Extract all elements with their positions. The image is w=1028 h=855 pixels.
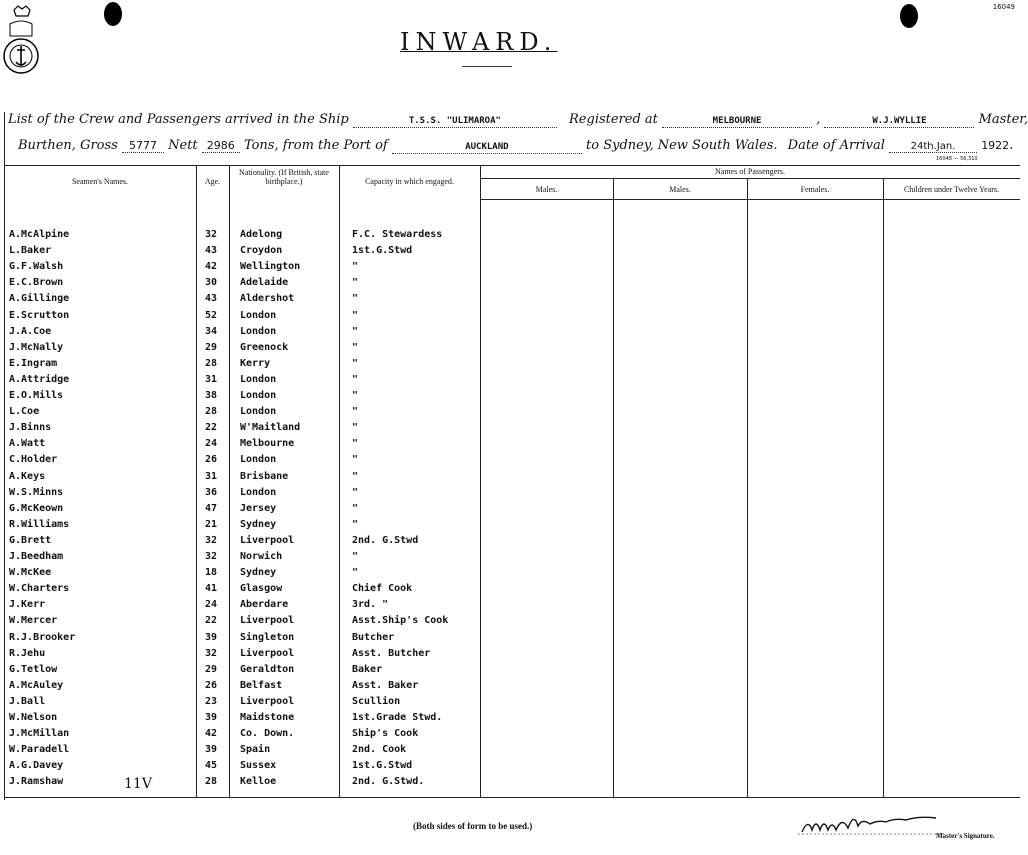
col-header-names: Seamen's Names.: [71, 177, 129, 186]
seaman-capacity: 3rd. ": [352, 599, 389, 610]
signature-label: Master's Signature.: [936, 832, 995, 840]
seaman-age: 39: [205, 744, 218, 755]
seaman-nationality: Liverpool: [240, 615, 295, 626]
seaman-nationality: Wellington: [240, 261, 301, 272]
seaman-age: 18: [205, 567, 218, 578]
seaman-name: A.McAuley: [9, 680, 64, 691]
seaman-capacity: 1st.G.Stwd: [352, 760, 413, 771]
seaman-capacity: ": [352, 342, 359, 353]
punch-hole: [900, 4, 918, 28]
seaman-nationality: W'Maitland: [240, 422, 301, 433]
seaman-name: C.Holder: [9, 454, 58, 465]
seaman-capacity: Asst. Baker: [352, 680, 419, 691]
seaman-capacity: ": [352, 567, 359, 578]
seaman-nationality: Greenock: [240, 342, 289, 353]
passenger-sub-rule: [480, 178, 1020, 179]
seaman-age: 22: [205, 422, 218, 433]
seaman-nationality: Sydney: [240, 567, 277, 578]
seaman-nationality: Adelong: [240, 229, 283, 240]
to-label: to Sydney, New South Wales.: [586, 138, 778, 153]
seaman-name: E.Scrutton: [9, 310, 70, 321]
seaman-name: L.Coe: [9, 406, 40, 417]
col-header-children: Children under Twelve Years.: [903, 185, 1000, 194]
seaman-capacity: ": [352, 310, 359, 321]
seaman-name: J.Ramshaw: [9, 776, 64, 787]
seaman-nationality: Jersey: [240, 503, 277, 514]
seaman-nationality: Singleton: [240, 632, 295, 643]
seaman-age: 47: [205, 503, 218, 514]
form-note: (Both sides of form to be used.): [413, 821, 533, 831]
seaman-name: G.McKeown: [9, 503, 64, 514]
header-comma: ,: [816, 112, 821, 127]
seaman-capacity: 2nd. Cook: [352, 744, 407, 755]
col-rule: [747, 178, 748, 797]
seaman-nationality: Melbourne: [240, 438, 295, 449]
seaman-age: 41: [205, 583, 218, 594]
seaman-name: J.Binns: [9, 422, 52, 433]
seaman-name: A.Keys: [9, 471, 46, 482]
list-label: List of the Crew and Passengers arrived in the Ship: [8, 112, 349, 127]
customs-seal-icon: [2, 4, 40, 96]
page-title: INWARD.: [400, 28, 558, 56]
seaman-age: 24: [205, 599, 218, 610]
seaman-capacity: Asst. Butcher: [352, 648, 431, 659]
seaman-age: 29: [205, 664, 218, 675]
seaman-name: J.McMillan: [9, 728, 70, 739]
seaman-nationality: Geraldton: [240, 664, 295, 675]
seaman-capacity: Asst.Ship's Cook: [352, 615, 449, 626]
seaman-name: A.Watt: [9, 438, 46, 449]
col-header-age: Age.: [204, 177, 221, 186]
seaman-capacity: ": [352, 422, 359, 433]
table-top-rule: [4, 165, 1020, 166]
nett-label: Nett: [168, 138, 198, 153]
seaman-name: A.Gillinge: [9, 293, 70, 304]
seaman-nationality: Brisbane: [240, 471, 289, 482]
seaman-capacity: 1st.G.Stwd: [352, 245, 413, 256]
ship-name: T.S.S. "ULIMAROA": [408, 116, 501, 126]
seaman-age: 28: [205, 406, 218, 417]
col-header-males: Males.: [669, 185, 691, 194]
seaman-nationality: Aberdare: [240, 599, 289, 610]
seaman-capacity: ": [352, 358, 359, 369]
seaman-age: 43: [205, 245, 218, 256]
seaman-name: E.O.Mills: [9, 390, 64, 401]
seaman-nationality: Sussex: [240, 760, 277, 771]
master-name: W.J.WYLLIE: [872, 116, 927, 126]
seaman-age: 42: [205, 261, 218, 272]
seaman-nationality: London: [240, 406, 277, 417]
seaman-name: E.C.Brown: [9, 277, 64, 288]
seaman-capacity: ": [352, 471, 359, 482]
col-rule: [883, 178, 884, 797]
seaman-nationality: London: [240, 326, 277, 337]
seaman-name: A.Attridge: [9, 374, 70, 385]
seaman-age: 28: [205, 358, 218, 369]
seaman-age: 24: [205, 438, 218, 449]
margin-annotation: 11V: [124, 776, 152, 792]
seaman-name: G.Tetlow: [9, 664, 58, 675]
seaman-age: 52: [205, 310, 218, 321]
seaman-nationality: Liverpool: [240, 535, 295, 546]
seaman-age: 29: [205, 342, 218, 353]
seaman-capacity: ": [352, 519, 359, 530]
seaman-nationality: Croydon: [240, 245, 283, 256]
seaman-capacity: ": [352, 438, 359, 449]
seaman-name: R.Jehu: [9, 648, 46, 659]
seaman-nationality: Co. Down.: [240, 728, 295, 739]
seaman-name: W.S.Minns: [9, 487, 64, 498]
seaman-age: 39: [205, 632, 218, 643]
arrival-date: 24th.Jan.: [889, 141, 977, 153]
seaman-nationality: Liverpool: [240, 696, 295, 707]
registered-port: MELBOURNE: [712, 116, 762, 126]
seaman-age: 38: [205, 390, 218, 401]
seaman-capacity: 1st.Grade Stwd.: [352, 712, 443, 723]
seaman-capacity: 2nd. G.Stwd.: [352, 776, 425, 787]
seaman-capacity: Ship's Cook: [352, 728, 419, 739]
seaman-age: 30: [205, 277, 218, 288]
seaman-capacity: ": [352, 551, 359, 562]
seaman-name: J.McNally: [9, 342, 64, 353]
seaman-age: 45: [205, 760, 218, 771]
title-underline: [462, 66, 512, 67]
registered-label: Registered at: [569, 112, 658, 127]
seaman-capacity: F.C. Stewardess: [352, 229, 443, 240]
seaman-name: J.A.Coe: [9, 326, 52, 337]
gross-tonnage: 5777: [122, 139, 164, 153]
tons-label: Tons, from the Port of: [243, 138, 388, 153]
col-header-males: Males.: [535, 185, 558, 194]
master-label: Master,: [978, 112, 1028, 127]
seaman-nationality: Kerry: [240, 358, 271, 369]
arrival-label: Date of Arrival: [787, 138, 885, 153]
seaman-nationality: Aldershot: [240, 293, 295, 304]
seaman-capacity: ": [352, 406, 359, 417]
col-header-nationality: Nationality. (If British, state birthplace.): [239, 168, 329, 186]
seaman-name: W.McKee: [9, 567, 52, 578]
seaman-age: 31: [205, 471, 218, 482]
seaman-capacity: Scullion: [352, 696, 401, 707]
seaman-age: 23: [205, 696, 218, 707]
seaman-nationality: Spain: [240, 744, 271, 755]
seaman-name: W.Mercer: [9, 615, 58, 626]
seaman-nationality: London: [240, 454, 277, 465]
seaman-capacity: ": [352, 261, 359, 272]
seaman-age: 26: [205, 680, 218, 691]
table-bottom-rule: [4, 797, 1020, 798]
seaman-nationality: London: [240, 374, 277, 385]
seaman-capacity: ": [352, 503, 359, 514]
seaman-capacity: ": [352, 487, 359, 498]
seaman-age: 32: [205, 229, 218, 240]
seaman-age: 32: [205, 648, 218, 659]
seaman-name: W.Nelson: [9, 712, 58, 723]
seaman-age: 31: [205, 374, 218, 385]
seaman-name: L.Baker: [9, 245, 52, 256]
seaman-age: 28: [205, 776, 218, 787]
seaman-age: 21: [205, 519, 218, 530]
document-number: 16049: [992, 3, 1015, 11]
seaman-nationality: Sydney: [240, 519, 277, 530]
seaman-nationality: London: [240, 390, 277, 401]
seaman-capacity: 2nd. G.Stwd: [352, 535, 419, 546]
col-header-capacity: Capacity in which engaged.: [365, 177, 454, 186]
seaman-name: R.Williams: [9, 519, 70, 530]
seaman-name: W.Charters: [9, 583, 70, 594]
seaman-age: 43: [205, 293, 218, 304]
seaman-age: 42: [205, 728, 218, 739]
seaman-capacity: ": [352, 390, 359, 401]
seaman-name: E.Ingram: [9, 358, 58, 369]
burthen-label: Burthen, Gross: [18, 138, 118, 153]
seaman-age: 32: [205, 535, 218, 546]
seaman-age: 36: [205, 487, 218, 498]
seaman-nationality: Norwich: [240, 551, 283, 562]
seaman-name: W.Paradell: [9, 744, 70, 755]
header-line-1: [8, 112, 1028, 128]
seaman-name: G.F.Walsh: [9, 261, 64, 272]
arrival-year: 1922: [981, 139, 1010, 152]
seaman-capacity: Baker: [352, 664, 383, 675]
seaman-nationality: London: [240, 487, 277, 498]
seaman-nationality: Glasgow: [240, 583, 283, 594]
binding-edge: [4, 112, 5, 800]
passenger-header-rule: [480, 199, 1020, 200]
col-rule: [480, 165, 481, 797]
seaman-capacity: ": [352, 326, 359, 337]
col-rule: [339, 165, 340, 797]
seaman-capacity: Chief Cook: [352, 583, 413, 594]
col-rule: [196, 165, 197, 797]
punch-hole: [104, 2, 122, 26]
seaman-nationality: Adelaide: [240, 277, 289, 288]
col-rule: [613, 178, 614, 797]
seaman-name: A.G.Davey: [9, 760, 64, 771]
form-code: 16048 — 56,310: [936, 156, 978, 162]
seaman-capacity: ": [352, 374, 359, 385]
seaman-name: J.Ball: [9, 696, 46, 707]
seaman-capacity: ": [352, 293, 359, 304]
seaman-capacity: Butcher: [352, 632, 395, 643]
seaman-age: 34: [205, 326, 218, 337]
seaman-nationality: London: [240, 310, 277, 321]
master-signature-icon: [796, 808, 946, 838]
seaman-nationality: Belfast: [240, 680, 283, 691]
seaman-age: 26: [205, 454, 218, 465]
seaman-capacity: ": [352, 454, 359, 465]
col-rule: [229, 165, 230, 797]
seaman-name: A.McAlpine: [9, 229, 70, 240]
nett-tonnage: 2986: [202, 139, 240, 153]
seaman-name: J.Beedham: [9, 551, 64, 562]
header-line-2: [18, 138, 1013, 154]
seaman-nationality: Liverpool: [240, 648, 295, 659]
col-header-passengers: Names of Passengers.: [715, 167, 785, 176]
seaman-age: 39: [205, 712, 218, 723]
seaman-nationality: Maidstone: [240, 712, 295, 723]
seaman-age: 22: [205, 615, 218, 626]
seaman-age: 32: [205, 551, 218, 562]
seaman-name: R.J.Brooker: [9, 632, 76, 643]
col-header-females: Females.: [800, 185, 830, 194]
seaman-capacity: ": [352, 277, 359, 288]
seaman-name: G.Brett: [9, 535, 52, 546]
from-port: AUCKLAND: [465, 142, 509, 152]
seaman-nationality: Kelloe: [240, 776, 277, 787]
year-dot: .: [1009, 138, 1014, 153]
seaman-name: J.Kerr: [9, 599, 46, 610]
